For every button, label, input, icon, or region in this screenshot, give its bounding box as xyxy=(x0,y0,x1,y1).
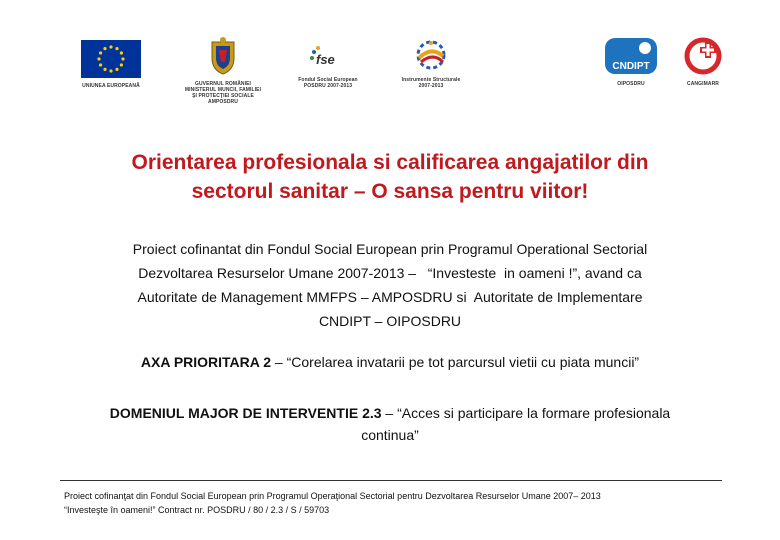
footer-line-1: Proiect cofinanţat din Fondul Social European prin Programul Operaţional Sectorial pentru Dezvoltarea Resurselor Umane 2007– 2013 xyxy=(64,491,601,501)
ministry-caption: GUVERNUL ROMÂNIEI MINISTERUL MUNCII, FAMILIEI ŞI PROTECŢIEI SOCIALE AMPOSDRU xyxy=(184,81,262,105)
angajator-logo xyxy=(675,36,731,87)
footer-line-2: “Investeşte în oameni!” Contract nr. POSDRU / 80 / 2.3 / S / 59703 xyxy=(64,505,330,515)
eu-logo xyxy=(80,40,142,89)
title-line-1: Orientarea profesionala si calificarea angajatilor din xyxy=(131,151,649,174)
description-line-2: Dezvoltarea Resurselor Umane 2007-2013 – “Investeste in oameni !”, avand ca xyxy=(138,265,642,281)
domain-text-line-2: continua” xyxy=(361,427,419,443)
cndipt-logo xyxy=(600,36,662,87)
footer xyxy=(64,489,734,517)
fse-caption: Fondul Social European POSDRU 2007-2013 xyxy=(298,77,358,89)
title-line-2: sectorul sanitar – O sansa pentru viitor! xyxy=(191,180,589,203)
eu-flag-icon xyxy=(81,40,141,78)
project-title xyxy=(60,148,720,206)
instrumente-structurale-icon xyxy=(409,38,453,72)
cndipt-text: CNDIPT xyxy=(612,61,650,72)
eu-caption: UNIUNEA EUROPEANĂ xyxy=(82,83,140,89)
logo-bar xyxy=(0,0,780,115)
angajator-caption: CANGIMARR xyxy=(686,81,719,87)
axis-label: AXA PRIORITARA 2 xyxy=(140,354,272,370)
red-cross-icon xyxy=(683,36,723,76)
fse-icon xyxy=(308,44,348,72)
instrumente-logo xyxy=(400,38,462,89)
fse-logo xyxy=(298,44,358,89)
fse-text: fse xyxy=(316,52,335,67)
priority-axis xyxy=(40,352,740,372)
domain-label: DOMENIUL MAJOR DE INTERVENTIE 2.3 xyxy=(109,405,382,421)
description-line-3: Autoritate de Management MMFPS – AMPOSDRU si Autoritate de Implementare xyxy=(137,289,643,305)
cndipt-caption: OIPOSDRU xyxy=(617,81,645,87)
intervention-domain xyxy=(40,402,740,446)
description-line-4: CNDIPT – OIPOSDRU xyxy=(318,313,462,329)
cndipt-icon xyxy=(603,36,659,76)
instrumente-caption: Instrumente Structurale 2007-2013 xyxy=(401,77,461,89)
coat-of-arms-icon xyxy=(208,36,238,76)
domain-text: – “Acces si participare la formare profesionala xyxy=(381,405,671,421)
axis-text: – “Corelarea invatarii pe tot parcursul vietii cu piata muncii” xyxy=(271,354,640,370)
project-description xyxy=(60,237,720,333)
description-line-1: Proiect cofinantat din Fondul Social European prin Programul Operational Sectorial xyxy=(132,241,648,257)
footer-divider xyxy=(60,480,722,481)
ministry-logo xyxy=(183,36,263,105)
